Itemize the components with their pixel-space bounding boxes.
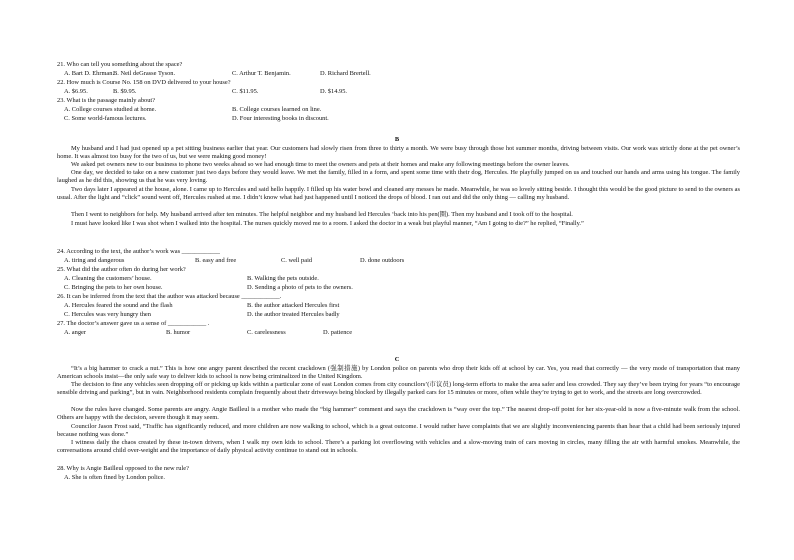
question-28: 28. Why is Angie Bailleul opposed to the new rule?	[57, 465, 189, 472]
option-b: B. the author attacked Hercules first	[247, 302, 340, 309]
option-a: A. Cleaning the customers’ house.	[64, 275, 152, 282]
option-c: C. $11.95.	[232, 88, 259, 95]
option-a: A. anger	[64, 329, 87, 336]
question-21: 21. Who can tell you something about the space?	[57, 61, 183, 68]
section-c-heading: C	[394, 356, 400, 363]
question-23: 23. What is the passage mainly about?	[57, 97, 156, 104]
option-c: C. well paid	[281, 257, 313, 264]
option-b: B. easy and free	[195, 257, 237, 264]
option-d: D. Richard Brertell.	[320, 70, 371, 77]
question-26: 26. It can be inferred from the text that the author was attacked because ____________.	[57, 293, 282, 300]
option-b: B. College courses learned on line.	[232, 106, 322, 113]
option-d: D. done outdoors	[360, 257, 405, 264]
section-c-paragraph: I witness daily the chaos created by these in-town drivers, when I walk my own kids to school. There’s a parking lot overflowing with vehicles and a slow-moving train of cars moving in circles, many filling the air with harmful smokes. Meanwhile, the conversations around child over-weight and the importance of daily physical activity continue to stand out in schools.	[57, 439, 740, 454]
option-a: A. She is often fined by London police.	[64, 474, 165, 481]
question-27: 27. The doctor’s answer gave us a sense of ____________ .	[57, 320, 210, 327]
section-b-paragraph: I must have looked like I was shot when I walked into the hospital. The nurses quickly moved me to a room. I asked the doctor in a weak but playful manner, “Am I going to die?” he replied, “Finally.”	[71, 220, 584, 227]
section-b-paragraph: Then I went to neighbors for help. My husband arrived after ten minutes. The helpful neighbor and my husband led Hercules ‘back into his pen(圈). Then my husband and I took off to the hospital.	[71, 211, 573, 218]
section-b-paragraph: One day, we decided to take on a new customer just two days before they would leave. We met the family, filled in a form, and spent some time with their dog, Hercules. He playfully jumped on us and touched our hands and arms using his tongue. The family laughed as he did this, showing us that he was very loving.	[57, 169, 740, 184]
option-d: D. patience	[323, 329, 353, 336]
option-d: D. Sending a photo of pets to the owners.	[247, 284, 353, 291]
section-b-paragraph: My husband and I had just opened up a pet sitting business earlier that year. Our customers had slowly risen from three to thirty a month. We were busy through those hot summer months, driving between visits. Our work was strictly done at the pet owner’s home. It was almost too busy for the two of us, but we were making good money!	[57, 145, 740, 160]
option-c: C. Hercules was very hungry then	[64, 311, 151, 318]
option-a: A. tiring and dangerous	[64, 257, 125, 264]
question-24: 24. According to the text, the author’s work was ____________	[57, 248, 220, 255]
option-b: B. humor	[166, 329, 191, 336]
option-a: A. Hercules feared the sound and the flash	[64, 302, 173, 309]
option-a: A. Bart D. Ehrman.	[64, 70, 115, 77]
option-a: A. $6.95.	[64, 88, 88, 95]
option-a: A. College courses studied at home.	[64, 106, 157, 113]
option-b: B. Walking the pets outside.	[247, 275, 319, 282]
option-c: C. Bringing the pets to her own house.	[64, 284, 163, 291]
section-b-paragraph: Two days later I appeared at the house, alone. I came up to Hercules and said hello happily. I filled up his water bowl and cleaned any messes he made. Meanwhile, he was so lovely sitting beside. I thought this would be the good picture to send to the owners as usual. After the light and “click” sound went off, Hercules rushed at me. I didn’t know what had just happened until I noticed the drops of blood. I ran out and did the only thing — calling my husband.	[57, 186, 740, 201]
section-c-paragraph: The decision to fine any vehicles seen dropping off or picking up kids within a particular zone of east London comes from city councilors’(市议员) long-term efforts to make the area safer and less crowded. They say they’ve been trying for years “to encourage sensible driving and parking”, but in vain. Neighborhood residents complain frequently about their driveways being blocked by illegally parked cars for 15 minutes or more, often while they’re trying to get to work, and the streets are long overcrowded.	[57, 381, 740, 396]
option-c: C. Arthur T. Benjamin.	[232, 70, 291, 77]
section-c-paragraph: Now the rules have changed. Some parents are angry. Angie Bailleul is a mother who made the “big hammer” comment and says the crackdown is “way over the top.” The nearest drop-off point for her six-year-old is now a five-minute walk from the school. Others are happy with the decision, severe though it may seem.	[57, 406, 740, 421]
section-b-heading: B	[394, 136, 400, 143]
section-c-paragraph: Councilor Jason Frost said, “Traffic has significantly reduced, and more children are now walking to school, which is a great outcome. I would rather have complaints that we are slightly inconveniencing parents than hear that a child had been seriously injured because nothing was done.”	[57, 423, 740, 438]
option-d: D. $14.95.	[320, 88, 347, 95]
option-b: B. $9.95.	[113, 88, 137, 95]
option-b: B. Neil deGrasse Tyson.	[113, 70, 176, 77]
question-22: 22. How much is Course No. 158 on DVD delivered to your house?	[57, 79, 231, 86]
question-25: 25. What did the author often do during her work?	[57, 266, 186, 273]
option-d: D. the author treated Hercules badly	[247, 311, 340, 318]
option-d: D. Four interesting books in discount.	[232, 115, 329, 122]
option-c: C. carelessness	[247, 329, 286, 336]
section-b-paragraph: We asked pet owners new to our business to phone two weeks ahead so we had enough time to meet the owners and pets at their homes and make any following meetings before the owner leaves.	[71, 161, 570, 168]
option-c: C. Some world-famous lectures.	[64, 115, 147, 122]
section-c-paragraph: “It’s a big hammer to crack a nut.” This is how one angry parent described the recent crackdown (强制措施) by London police on parents who drop their kids off at school by car. Yes, you read that correctly — the very mode of transportation that many American schools insist—the only safe way to deliver kids to school is now being criminalized in the United Kingdom.	[57, 365, 740, 380]
